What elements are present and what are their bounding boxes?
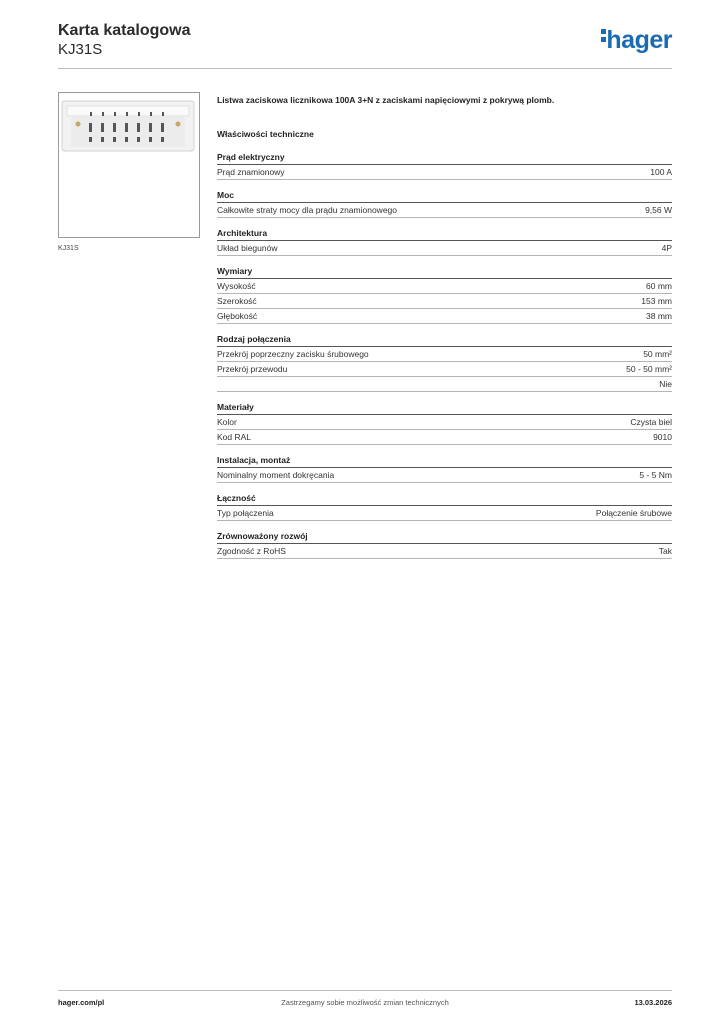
property-value: 50 mm² — [643, 349, 672, 359]
property-row — [217, 309, 672, 324]
property-row — [217, 377, 672, 392]
property-group — [217, 454, 672, 483]
property-label: Całkowite straty mocy dla prądu znamionowego — [217, 205, 398, 215]
property-label: Głębokość — [217, 311, 258, 321]
group-title: Architektura — [217, 227, 672, 241]
property-label: Wysokość — [217, 281, 256, 291]
property-group — [217, 265, 672, 324]
property-value: Nie — [659, 379, 672, 389]
property-label: Szerokość — [217, 296, 257, 306]
property-row — [217, 415, 672, 430]
product-details — [217, 95, 672, 568]
page-footer — [58, 994, 672, 1008]
property-group — [217, 227, 672, 256]
property-value: 153 mm — [641, 296, 672, 306]
logo-colon-icon — [601, 26, 606, 45]
group-title: Instalacja, montaż — [217, 454, 672, 468]
group-title: Materiały — [217, 401, 672, 415]
footer-disclaimer: Zastrzegamy sobie możliwość zmian technicznych — [281, 998, 449, 1007]
property-value: 100 A — [650, 167, 672, 177]
property-row — [217, 165, 672, 180]
property-value: 38 mm — [646, 311, 672, 321]
property-label: Zgodność z RoHS — [217, 546, 286, 556]
property-row — [217, 294, 672, 309]
property-label: Przekrój poprzeczny zacisku śrubowego — [217, 349, 369, 359]
property-value: 9,56 W — [645, 205, 672, 215]
property-value: Czysta biel — [630, 417, 672, 427]
logo-text: hager — [606, 26, 672, 54]
property-label: Typ połączenia — [217, 508, 274, 518]
footer-date: 13.03.2026 — [634, 998, 672, 1007]
footer-divider — [58, 990, 672, 991]
hager-logo — [601, 26, 672, 55]
property-group — [217, 492, 672, 521]
group-title: Rodzaj połączenia — [217, 333, 672, 347]
group-title: Moc — [217, 189, 672, 203]
property-value: 60 mm — [646, 281, 672, 291]
property-row — [217, 468, 672, 483]
product-description: Listwa zaciskowa licznikowa 100A 3+N z zaciskami napięciowymi z pokrywą plomb. — [217, 95, 555, 105]
properties-heading: Właściwości techniczne — [217, 129, 314, 139]
property-group — [217, 189, 672, 218]
property-value: 5 - 5 Nm — [639, 470, 672, 480]
property-label: Nominalny moment dokręcania — [217, 470, 335, 480]
footer-website-link[interactable]: hager.com/pl — [58, 998, 105, 1007]
property-value: 50 - 50 mm² — [626, 364, 672, 374]
property-group — [217, 401, 672, 445]
header-divider — [58, 68, 672, 69]
property-value: Połączenie śrubowe — [595, 508, 672, 518]
property-row — [217, 544, 672, 559]
property-group — [217, 333, 672, 392]
property-label: Prąd znamionowy — [217, 167, 285, 177]
product-code: KJ31S — [58, 41, 103, 58]
property-value: Tak — [658, 546, 672, 556]
document-title: Karta katalogowa — [58, 22, 191, 39]
group-title: Prąd elektryczny — [217, 151, 672, 165]
property-row — [217, 506, 672, 521]
product-image — [58, 92, 200, 238]
property-row — [217, 347, 672, 362]
property-row — [217, 430, 672, 445]
terminal-block-illustration — [59, 93, 199, 237]
property-group — [217, 530, 672, 559]
group-title: Zrównoważony rozwój — [217, 530, 672, 544]
group-title: Łączność — [217, 492, 672, 506]
property-value: 4P — [661, 243, 672, 253]
property-row — [217, 241, 672, 256]
property-label: Układ biegunów — [217, 243, 278, 253]
property-label: Przekrój przewodu — [217, 364, 288, 374]
property-row — [217, 203, 672, 218]
property-group — [217, 151, 672, 180]
property-row — [217, 279, 672, 294]
property-value: 9010 — [653, 432, 672, 442]
property-label: Kolor — [217, 417, 237, 427]
property-row — [217, 362, 672, 377]
image-caption: KJ31S — [58, 245, 79, 252]
property-label: Kod RAL — [217, 432, 252, 442]
page-header — [58, 20, 672, 68]
group-title: Wymiary — [217, 265, 672, 279]
